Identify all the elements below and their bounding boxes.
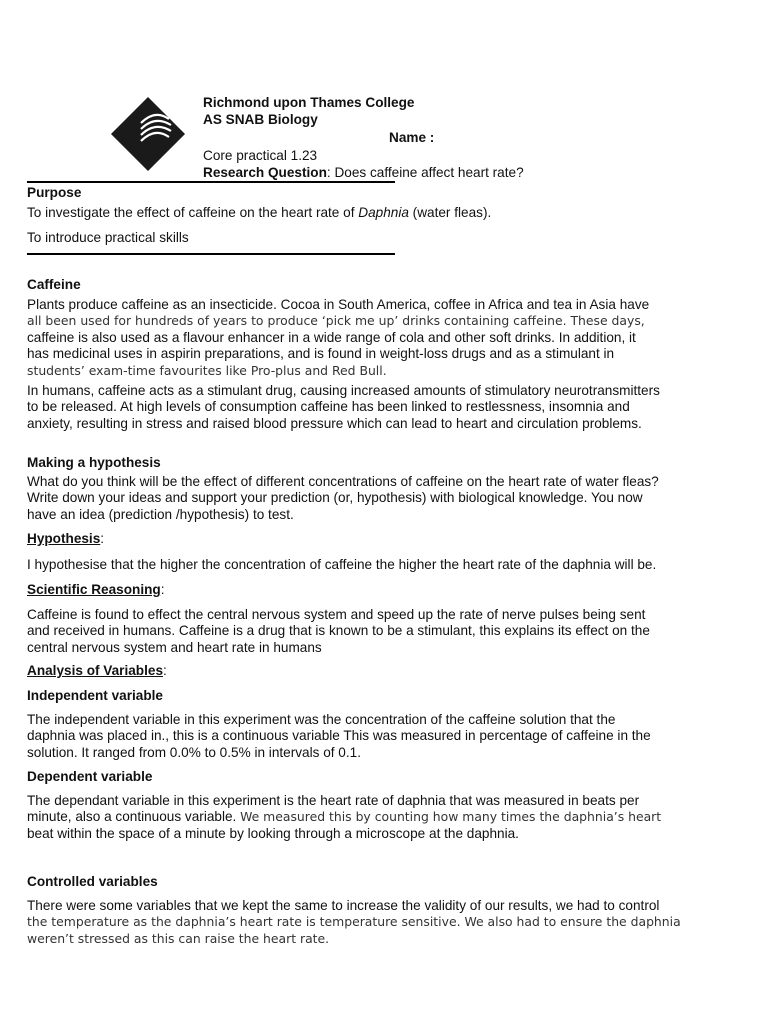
- reasoning-colon: :: [160, 582, 165, 597]
- caffeine-p2-line: anxiety, resulting in stress and raised blood pressure which can lead to heart and circulation problems.: [27, 415, 642, 431]
- dependent-line: beat within the space of a minute by looking through a microscope at the daphnia.: [27, 825, 519, 841]
- independent-variable-heading: Independent variable: [27, 688, 163, 703]
- independent-line: solution. It ranged from 0.0% to 0.5% in intervals of 0.1.: [27, 744, 361, 760]
- independent-line: daphnia was placed in., this is a continuous variable This was measured in percentage of caffeine in the: [27, 728, 651, 744]
- caffeine-heading: Caffeine: [27, 277, 81, 292]
- making-hypothesis-line: have an idea (prediction /hypothesis) to test.: [27, 506, 294, 522]
- course-name: AS SNAB Biology: [203, 112, 318, 127]
- dependent-line-part: minute, also a continuous variable.: [27, 809, 241, 825]
- caffeine-p2-line: to be released. At high levels of consumption caffeine has been linked to restlessness, insomnia and: [27, 399, 630, 415]
- practical-number: Core practical 1.23: [203, 148, 318, 163]
- controlled-variables-heading: Controlled variables: [27, 874, 158, 889]
- research-question-label: Research Question: [203, 165, 327, 180]
- purpose-text-end: (water fleas).: [408, 205, 492, 220]
- caffeine-p1-line: all been used for hundreds of years to produce ‘pick me up’ drinks containing caffeine. These days,: [27, 313, 645, 329]
- independent-line: The independent variable in this experiment was the concentration of the caffeine solution that the: [27, 712, 616, 727]
- research-question: [203, 164, 524, 181]
- caffeine-p1-line: students’ exam-time favourites like Pro-plus and Red Bull.: [27, 362, 387, 378]
- making-hypothesis-text: [27, 474, 692, 523]
- college-logo: [111, 97, 185, 171]
- purpose-line-1: [27, 205, 692, 221]
- name-label: Name :: [389, 130, 435, 145]
- research-question-text: : Does caffeine affect heart rate?: [326, 165, 524, 180]
- reasoning-line: and received in humans. Caffeine is a drug that is known to be a stimulant, this explains its effect on the: [27, 623, 650, 639]
- dependent-line: [27, 809, 692, 825]
- caffeine-p1-line: has medicinal uses in aspirin preparations, and is found in weight-loss drugs and as a stimulant in: [27, 346, 615, 362]
- purpose-line-2: To introduce practical skills: [27, 230, 189, 245]
- caffeine-paragraph-2: [27, 383, 692, 432]
- variables-heading-text: Analysis of Variables: [27, 663, 164, 678]
- hypothesis-colon: :: [100, 531, 105, 546]
- making-hypothesis-line: Write down your ideas and support your prediction (or, hypothesis) with biological knowledge. You now: [27, 490, 643, 506]
- reasoning-text: [27, 607, 692, 656]
- hypothesis-heading-text: Hypothesis: [27, 531, 101, 546]
- reasoning-line: Caffeine is found to effect the central nervous system and speed up the rate of nerve pulses being sent: [27, 607, 646, 622]
- dependent-line-part: We measured this by counting how many times the daphnia’s heart: [240, 809, 662, 825]
- caffeine-p1-line: Plants produce caffeine as an insecticide. Cocoa in South America, coffee in Africa and tea in Asia have: [27, 297, 650, 312]
- controlled-line: There were some variables that we kept the same to increase the validity of our results, we had to control: [27, 898, 660, 913]
- dependent-variable-heading: Dependent variable: [27, 769, 153, 784]
- divider-bottom: [27, 253, 395, 255]
- divider-top: [27, 181, 395, 183]
- purpose-heading: Purpose: [27, 185, 82, 200]
- purpose-text: To investigate the effect of caffeine on the heart rate of: [27, 205, 359, 220]
- purpose-species: Daphnia: [358, 205, 409, 220]
- hypothesis-text: I hypothesise that the higher the concentration of caffeine the higher the heart rate of the daphnia will be.: [27, 557, 657, 572]
- controlled-line: the temperature as the daphnia’s heart rate is temperature sensitive. We also had to ensure the daphnia: [27, 914, 681, 930]
- reasoning-heading-text: Scientific Reasoning: [27, 582, 161, 597]
- making-hypothesis-heading: Making a hypothesis: [27, 455, 161, 470]
- reasoning-heading: [27, 582, 164, 598]
- caffeine-p2-line: In humans, caffeine acts as a stimulant drug, causing increased amounts of stimulatory neurotransmitters: [27, 383, 660, 398]
- reasoning-line: central nervous system and heart rate in humans: [27, 639, 322, 655]
- variables-heading: [27, 663, 167, 679]
- controlled-line: weren’t stressed as this can raise the heart rate.: [27, 930, 330, 946]
- controlled-variables-text: [27, 898, 692, 947]
- caffeine-paragraph-1: [27, 297, 692, 379]
- hypothesis-heading: [27, 531, 104, 547]
- college-name: Richmond upon Thames College: [203, 95, 415, 110]
- dependent-line: The dependant variable in this experiment is the heart rate of daphnia that was measured in beats per: [27, 793, 640, 808]
- independent-variable-text: [27, 712, 692, 761]
- making-hypothesis-line: What do you think will be the effect of different concentrations of caffeine on the heart rate of water fleas?: [27, 474, 659, 489]
- dependent-variable-text: [27, 793, 692, 842]
- caffeine-p1-line: caffeine is also used as a flavour enhancer in a wide range of cola and other soft drinks. In addition, it: [27, 329, 636, 345]
- variables-colon: :: [163, 663, 167, 678]
